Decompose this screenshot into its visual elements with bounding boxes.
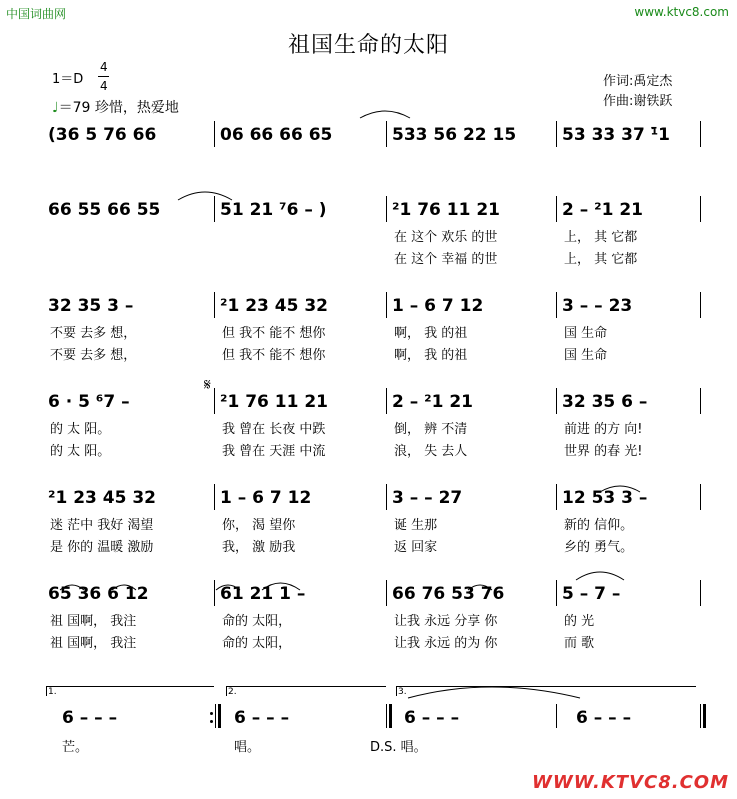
- measure-notes: ²1 23 45 32: [220, 296, 329, 316]
- measure-notes: 32 35 3 –: [48, 296, 134, 316]
- measure-notes: 12 53 3 –: [562, 488, 648, 508]
- ending-lyric-3: D.S. 唱。: [370, 740, 427, 755]
- time-signature-numerator: 4: [100, 60, 108, 74]
- lyric-line-1: 不要 去多 想，: [50, 326, 137, 341]
- lyric-line-1: 前进 的方 向!: [564, 422, 643, 437]
- lyric-line-2: 命的 太阳，: [222, 636, 292, 651]
- lyric-line-2: 浪， 失 去人: [394, 444, 468, 459]
- measure-notes: 53 33 37 ¹̄1: [562, 125, 671, 145]
- measure-notes: 06 66 66 65: [220, 125, 333, 145]
- lyric-line-1: 但 我不 能不 想你: [222, 326, 326, 341]
- ending-measure-2: 6 – – –: [234, 708, 290, 728]
- site-watermark-top-right: www.ktvc8.com: [634, 5, 729, 19]
- tempo-text: ＝79 珍惜，热爱地: [58, 100, 179, 116]
- lyric-line-1: 诞 生那: [394, 518, 438, 533]
- lyric-line-1: 祖 国啊， 我注: [50, 614, 137, 629]
- lyric-line-2: 我 曾在 天涯 中流: [222, 444, 326, 459]
- site-watermark-top-left: 中国词曲网: [6, 7, 67, 21]
- measure-notes: ²1 23 45 32: [48, 488, 157, 508]
- lyric-line-2: 在 这个 幸福 的世: [394, 252, 498, 267]
- lyricist-credit: 作词:禹定杰: [603, 74, 673, 89]
- measure-notes: 66 55 66 55: [48, 200, 161, 220]
- lyric-line-1: 的 光: [564, 614, 595, 629]
- lyric-line-1: 国 生命: [564, 326, 608, 341]
- measure-notes: 2 – ²1 21: [562, 200, 644, 220]
- measure-notes: 3 – – 23: [562, 296, 633, 316]
- lyric-line-1: 命的 太阳，: [222, 614, 292, 629]
- measure-notes: 66 76 53 76: [392, 584, 505, 604]
- lyric-line-2: 国 生命: [564, 348, 608, 363]
- lyric-line-2: 返 回家: [394, 540, 438, 555]
- lyric-line-1: 迷 茫中 我好 渴望: [50, 518, 154, 533]
- measure-notes: 32 35 6 –: [562, 392, 648, 412]
- ending-lyric-1: 芒。: [62, 740, 89, 755]
- measure-notes: 1 – 6 7 12: [392, 296, 484, 316]
- lyric-line-2: 而 歌: [564, 636, 595, 651]
- lyric-line-2: 的 太 阳。: [50, 444, 111, 459]
- measure-notes: 61 21 1 –: [220, 584, 306, 604]
- lyric-line-1: 你， 渴 望你: [222, 518, 296, 533]
- lyric-line-2: 让我 永远 的为 你: [394, 636, 498, 651]
- lyric-line-2: 是 你的 温暖 激励: [50, 540, 154, 555]
- lyric-line-1: 在 这个 欢乐 的世: [394, 230, 498, 245]
- lyric-line-2: 但 我不 能不 想你: [222, 348, 326, 363]
- segno-icon: 𝄋: [204, 375, 211, 394]
- lyric-line-1: 啊， 我 的祖: [394, 326, 468, 341]
- lyric-line-1: 让我 永远 分享 你: [394, 614, 498, 629]
- volta-1-label: 1.: [48, 687, 57, 697]
- time-signature-denominator: 4: [100, 79, 108, 93]
- quarter-note-icon: ♩: [52, 100, 59, 116]
- lyric-line-2: 乡的 勇气。: [564, 540, 634, 555]
- measure-notes: ²1 76 11 21: [392, 200, 501, 220]
- lyric-line-2: 啊， 我 的祖: [394, 348, 468, 363]
- lyric-line-2: 上， 其 它都: [564, 252, 638, 267]
- volta-2-label: 2.: [228, 687, 237, 697]
- measure-notes: ²1 76 11 21: [220, 392, 329, 412]
- lyric-line-1: 上， 其 它都: [564, 230, 638, 245]
- lyric-line-1: 新的 信仰。: [564, 518, 634, 533]
- measure-notes: 65 36 6 12: [48, 584, 149, 604]
- lyric-line-1: 倒， 辨 不清: [394, 422, 468, 437]
- lyric-line-1: 我 曾在 长夜 中跌: [222, 422, 326, 437]
- measure-notes: (36 5 76 66: [48, 125, 157, 145]
- measure-notes: 6 · 5 ⁶7 –: [48, 392, 130, 412]
- lyric-line-2: 世界 的春 光!: [564, 444, 643, 459]
- measure-notes: 5 – 7 –: [562, 584, 621, 604]
- measure-notes: 533 56 22 15: [392, 125, 517, 145]
- ending-lyric-2: 唱。: [234, 740, 261, 755]
- lyric-line-1: 的 太 阳。: [50, 422, 111, 437]
- measure-notes: 51 21 ⁷6 – ): [220, 200, 327, 220]
- key-signature: 1＝D: [52, 72, 84, 87]
- ending-measure-1: 6 – – –: [62, 708, 118, 728]
- composer-credit: 作曲:谢铁跃: [603, 94, 673, 109]
- song-title: 祖国生命的太阳: [287, 33, 449, 58]
- volta-3-label: 3.: [398, 687, 407, 697]
- ending-measure-4: 6 – – –: [576, 708, 632, 728]
- lyric-line-2: 祖 国啊， 我注: [50, 636, 137, 651]
- site-watermark-bottom: WWW.KTVC8.COM: [532, 772, 729, 793]
- ending-measure-3: 6 – – –: [404, 708, 460, 728]
- lyric-line-2: 不要 去多 想，: [50, 348, 137, 363]
- measure-notes: 1 – 6 7 12: [220, 488, 312, 508]
- lyric-line-2: 我， 激 励我: [222, 540, 296, 555]
- measure-notes: 3 – – 27: [392, 488, 463, 508]
- measure-notes: 2 – ²1 21: [392, 392, 474, 412]
